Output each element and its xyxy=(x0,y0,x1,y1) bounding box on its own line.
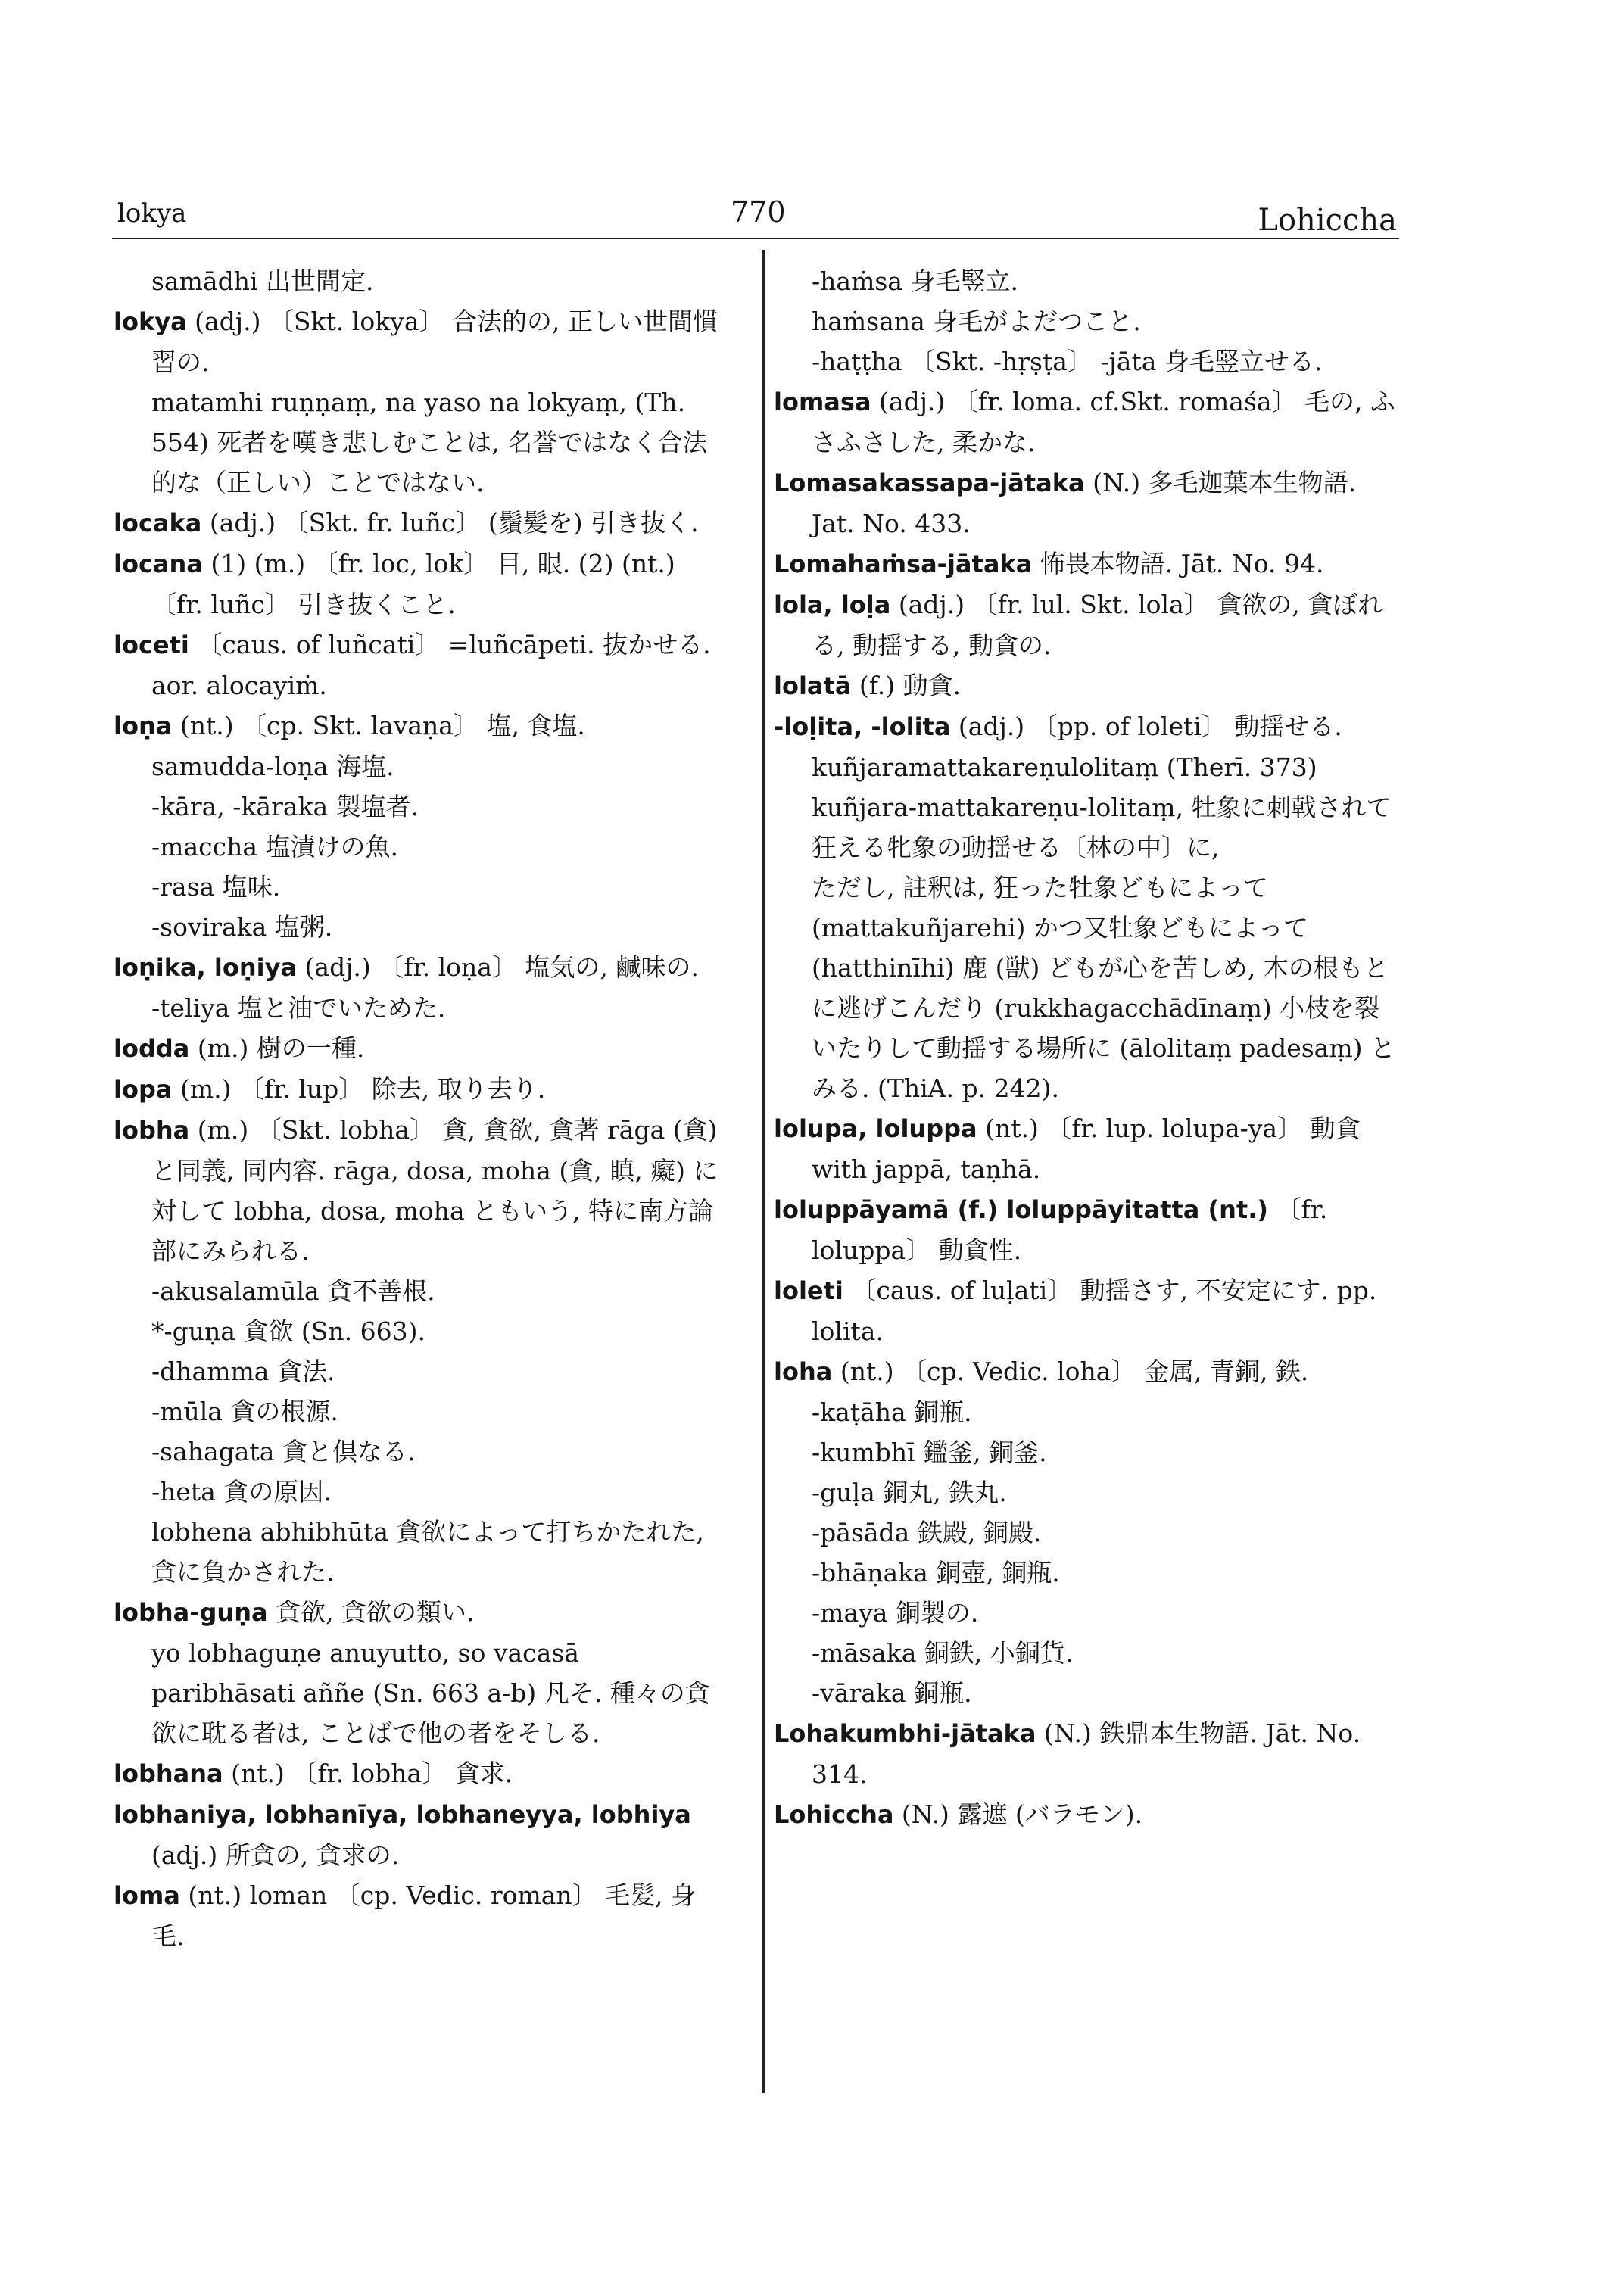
entry-headword: lola, loḷa xyxy=(774,590,891,619)
entry-headword: lobha xyxy=(114,1116,190,1145)
dictionary-entry xyxy=(774,1108,1402,1189)
entry-headword: lolatā xyxy=(774,671,852,700)
sub-entry: *-guṇa 貪欲 (Sn. 663). xyxy=(151,1316,426,1346)
entry-headword: lomasa xyxy=(774,388,871,416)
dictionary-entry xyxy=(774,544,1402,584)
dictionary-entry xyxy=(114,706,719,746)
entry-definition: (nt.) loman 〔cp. Vedic. roman〕 毛髪, 身毛. xyxy=(151,1880,697,1951)
entry-headword: loṇika, loṇiya xyxy=(114,953,298,982)
entry-headword: loma xyxy=(114,1881,180,1910)
sub-entry: matamhi ruṇṇaṃ, na yaso na lokyaṃ, (Th. 554) 死者を嘆き悲しむことは, 名誉ではなく合法的な（正しい）ことではない. xyxy=(151,388,708,497)
entry-definition: 〔caus. of luḷati〕 動揺さす, 不安定にす. pp. lolita. xyxy=(812,1276,1377,1346)
entry-definition: (adj.) 〔Skt. lokya〕 合法的の, 正しい世間慣習の. xyxy=(151,307,718,377)
entry-definition: (adj.) 〔fr. loma. cf.Skt. romaśa〕 毛の, ふさふさした, 柔かな. xyxy=(812,387,1396,457)
entry-definition: (1) (m.) 〔fr. loc, lok〕 目, 眼. (2) (nt.) 〔fr. luñc〕 引き抜くこと. xyxy=(151,549,675,619)
dictionary-entry xyxy=(774,1189,1402,1270)
dictionary-entry xyxy=(774,706,1402,747)
left-column xyxy=(114,261,719,1956)
sub-entry: -dhamma 貪法. xyxy=(151,1357,335,1386)
entry-definition: 〔fr. loluppa〕 動貪性. xyxy=(812,1195,1328,1265)
entry-headword: Lohiccha xyxy=(774,1800,894,1829)
sub-entry: samādhi 出世間定. xyxy=(151,266,374,296)
column-divider xyxy=(762,250,765,2093)
sub-entry: -haṭṭha 〔Skt. -hṛṣṭa〕 -jāta 身毛竪立せる. xyxy=(812,347,1323,376)
entry-definition: (adj.) 〔pp. of loleti〕 動揺せる. xyxy=(950,712,1342,741)
right-column xyxy=(774,261,1402,1835)
sub-entry: -kāra, -kāraka 製塩者. xyxy=(151,792,419,821)
sub-entry: -sahagata 貪と倶なる. xyxy=(151,1437,416,1466)
entry-headword: locaka xyxy=(114,509,202,537)
dictionary-entry xyxy=(114,1592,719,1633)
dictionary-entry xyxy=(114,1069,719,1110)
sub-entry: -teliya 塩と油でいためた. xyxy=(151,993,446,1023)
sub-entry: samudda-loṇa 海塩. xyxy=(151,752,394,781)
entry-definition: (adj.) 〔fr. lul. Skt. lola〕 貪欲の, 貪ぼれる, 動揺する, 動貪の. xyxy=(812,590,1383,660)
entry-headword: lobha-guṇa xyxy=(114,1598,268,1627)
sub-entry: -guḷa 銅丸, 鉄丸. xyxy=(812,1478,1007,1507)
entry-headword: loṇa xyxy=(114,712,173,740)
dictionary-entry xyxy=(114,625,719,706)
entry-headword: loluppāyamā (f.) loluppāyitatta (nt.) xyxy=(774,1195,1268,1224)
sub-entry: -rasa 塩味. xyxy=(151,872,281,902)
entry-definition: (nt.) 〔cp. Vedic. loha〕 金属, 青銅, 鉄. xyxy=(832,1357,1309,1386)
entry-definition: (m.) 樹の一種. xyxy=(189,1033,365,1063)
dictionary-entry xyxy=(774,584,1402,665)
entry-definition: (adj.) 所貪の, 貪求の. xyxy=(151,1840,400,1870)
entry-headword: lokya xyxy=(114,307,187,336)
dictionary-entry xyxy=(774,463,1402,544)
sub-entry: -kumbhī 鑑釜, 銅釜. xyxy=(812,1438,1047,1467)
dictionary-entry xyxy=(114,1753,719,1794)
entry-headword: loceti xyxy=(114,631,189,659)
dictionary-entry xyxy=(114,1028,719,1069)
header-rule xyxy=(112,238,1399,239)
entry-definition: (N.) 多毛迦葉本生物語. Jat. No. 433. xyxy=(812,468,1357,538)
entry-definition: (m.) 〔Skt. lobha〕 貪, 貪欲, 貪著 rāga (貪) と同義, 同内容. rāga, dosa, moha (貪, 瞋, 癡) に対して lobha, dosa, moha ともいう, 特に南方論部にみられる. xyxy=(151,1115,718,1266)
entry-definition: (adj.) 〔fr. loṇa〕 塩気の, 鹹味の. xyxy=(297,952,699,982)
sub-entry: -kaṭāha 銅瓶. xyxy=(812,1397,972,1427)
entry-headword: lodda xyxy=(114,1034,190,1063)
running-head-left: lokya xyxy=(117,198,187,229)
sub-entry: lobhena abhibhūta 貪欲によって打ちかたれた, 貪に負かされた. xyxy=(151,1517,704,1587)
sub-entry: -heta 貪の原因. xyxy=(151,1477,332,1506)
sub-entry: haṁsana 身毛がよだつこと. xyxy=(812,307,1141,336)
entry-definition: (m.) 〔fr. lup〕 除去, 取り去り. xyxy=(172,1074,546,1104)
entry-definition: (nt.) 〔fr. lobha〕 貪求. xyxy=(223,1759,513,1788)
dictionary-entry xyxy=(114,947,719,988)
entry-headword: -loḷita, -lolita xyxy=(774,712,951,741)
sub-entry: -haṁsa 身毛竪立. xyxy=(812,266,1018,296)
entry-headword: lolupa, loluppa xyxy=(774,1114,977,1143)
entry-headword: loha xyxy=(774,1357,833,1386)
dictionary-entry xyxy=(114,503,719,544)
sub-entry: -bhāṇaka 銅壺, 銅瓶. xyxy=(812,1558,1060,1587)
entry-headword: Lohakumbhi-jātaka xyxy=(774,1719,1036,1748)
sub-entry: -soviraka 塩粥. xyxy=(151,912,333,942)
entry-definition: 〔caus. of luñcati〕 =luñcāpeti. 抜かせる. aor. alocayiṁ. xyxy=(151,630,711,700)
entry-headword: locana xyxy=(114,550,203,578)
sub-entry: -pāsāda 鉄殿, 銅殿. xyxy=(812,1518,1042,1547)
page-number: 770 xyxy=(731,195,786,229)
dictionary-entry xyxy=(114,544,719,625)
sub-entry: -mūla 貪の根源. xyxy=(151,1397,338,1426)
dictionary-entry xyxy=(114,301,719,382)
running-head-right: Lohiccha xyxy=(1258,203,1397,238)
entry-headword: lopa xyxy=(114,1075,173,1104)
entry-definition: (N.) 露遮 (バラモン). xyxy=(893,1799,1143,1829)
sub-entry: -māsaka 銅鉄, 小銅貨. xyxy=(812,1638,1074,1668)
entry-headword: Lomasakassapa-jātaka xyxy=(774,469,1085,497)
entry-definition: 貪欲, 貪欲の類い. xyxy=(267,1597,475,1627)
dictionary-entry xyxy=(114,1110,719,1271)
entry-headword: lobhana xyxy=(114,1759,223,1788)
sub-entry: kuñjaramattakareṇulolitaṃ (Therī. 373) kuñjara-mattakareṇu-lolitaṃ, 牡象に刺戟されて狂える牝象の動揺せる〔林の中〕に, xyxy=(812,752,1392,862)
entry-definition: (f.) 動貪. xyxy=(851,671,962,700)
entry-definition: (nt.) 〔cp. Skt. lavaṇa〕 塩, 食塩. xyxy=(172,711,585,740)
entry-headword: lobhaniya, lobhanīya, lobhaneyya, lobhiya xyxy=(114,1800,691,1829)
entry-definition: (N.) 鉄鼎本生物語. Jāt. No. 314. xyxy=(812,1718,1361,1789)
sub-entry: yo lobhaguṇe anuyutto, so vacasā paribhāsati aññe (Sn. 663 a-b) 凡そ. 種々の貪欲に耽る者は, ことばで他の者をそしる. xyxy=(151,1638,710,1748)
entry-definition: (adj.) 〔Skt. fr. luñc〕 (鬚髪を) 引き抜く. xyxy=(201,508,699,537)
dictionary-entry xyxy=(114,1794,719,1875)
entry-headword: Lomahaṁsa-jātaka xyxy=(774,550,1033,578)
dictionary-entry xyxy=(774,382,1402,463)
entry-definition: (nt.) 〔fr. lup. lolupa-ya〕 動貪 with jappā, taṇhā. xyxy=(812,1114,1361,1184)
entry-headword: loleti xyxy=(774,1276,843,1305)
sub-entry: -akusalamūla 貪不善根. xyxy=(151,1276,435,1306)
entry-definition: 怖畏本物語. Jāt. No. 94. xyxy=(1032,549,1324,578)
dictionary-entry xyxy=(774,1270,1402,1351)
dictionary-entry xyxy=(774,665,1402,706)
dictionary-entry xyxy=(774,1713,1402,1794)
sub-entry: -maya 銅製の. xyxy=(812,1598,979,1628)
dictionary-entry xyxy=(774,1794,1402,1835)
dictionary-entry xyxy=(114,1875,719,1956)
sub-entry: -vāraka 銅瓶. xyxy=(812,1678,972,1708)
dictionary-entry xyxy=(774,1351,1402,1392)
sub-entry: ただし, 註釈は, 狂った牡象どもによって (mattakuñjarehi) かつ又牡象どもによって (hatthinīhi) 鹿 (獣) どもが心を苦しめ, 木の根もとに逃げこんだり (rukkhagacchādīnaṃ) 小枝を裂いたりして動揺する場所に (ālolitaṃ padesaṃ) とみる. (ThiA. p. 242). xyxy=(812,873,1396,1103)
sub-entry: -maccha 塩漬けの魚. xyxy=(151,832,398,861)
